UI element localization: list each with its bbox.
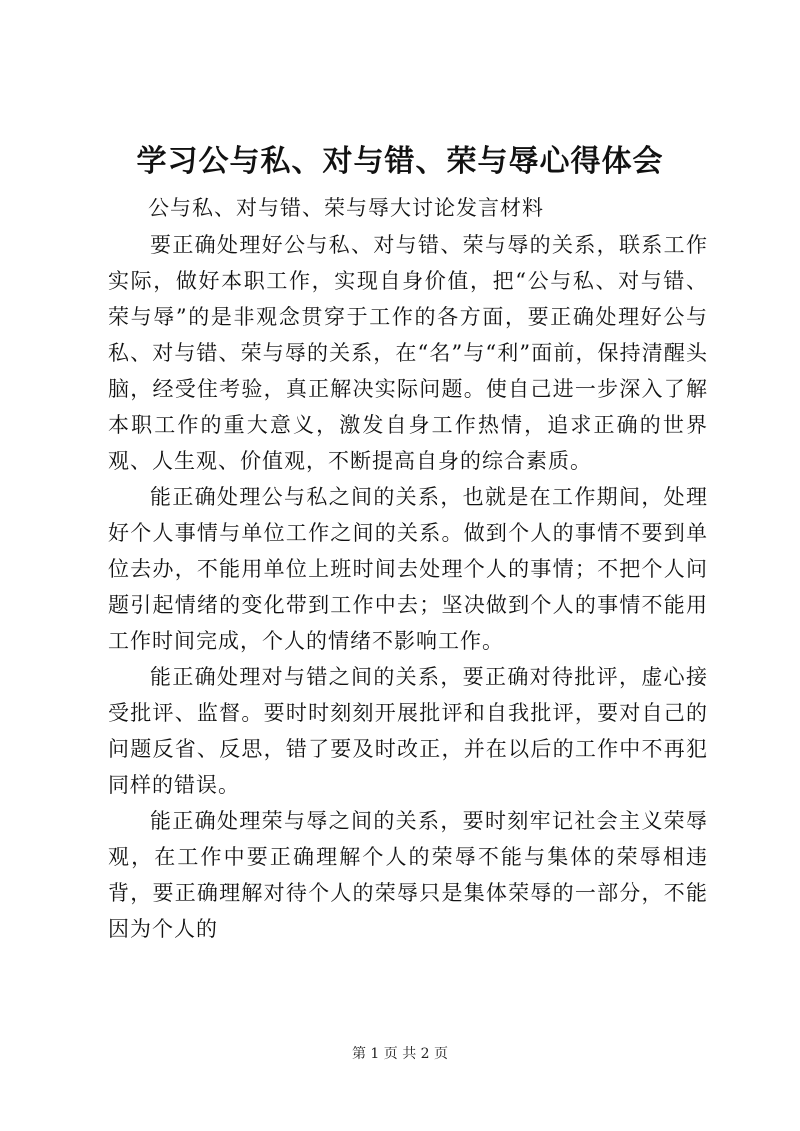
document-subtitle: 公与私、对与错、荣与辱大讨论发言材料 (148, 196, 544, 220)
paragraph-2: 能正确处理公与私之间的关系，也就是在工作期间，处理好个人事情与单位工作之间的关系。做到个人的事情不要到单位去办，不能用单位上班时间去处理个人的事情；不把个人问题引起情绪的变化带到工作中去；坚决做到个人的事情不能用工作时间完成，个人的情绪不影响工作。 (108, 485, 708, 653)
page-footer: 第 1 页 共 2 页 (351, 1046, 449, 1062)
paragraph-1: 要正确处理好公与私、对与错、荣与辱的关系，联系工作实际，做好本职工作，实现自身价值，把“公与私、对与错、荣与辱”的是非观念贯穿于工作的各方面，要正确处理好公与私、对与错、荣与辱的关系，在“名”与“利”面前，保持清醒头脑，经受住考验，真正解决实际问题。使自己进一步深入了解本职工作的重大意义，激发自身工作热情，追求正确的世界观、人生观、价值观，不断提高自身的综合素质。 (108, 233, 708, 473)
paragraph-3: 能正确处理对与错之间的关系，要正确对待批评，虚心接受批评、监督。要时时刻刻开展批评和自我批评，要对自己的问题反省、反思，错了要及时改正，并在以后的工作中不再犯同样的错误。 (108, 665, 708, 797)
document-title: 学习公与私、对与错、荣与辱心得体会 (136, 144, 664, 179)
paragraph-4: 能正确处理荣与辱之间的关系，要时刻牢记社会主义荣辱观，在工作中要正确理解个人的荣辱不能与集体的荣辱相违背，要正确理解对待个人的荣辱只是集体荣辱的一部分，不能因为个人的 (108, 809, 708, 941)
document-body (108, 227, 708, 947)
